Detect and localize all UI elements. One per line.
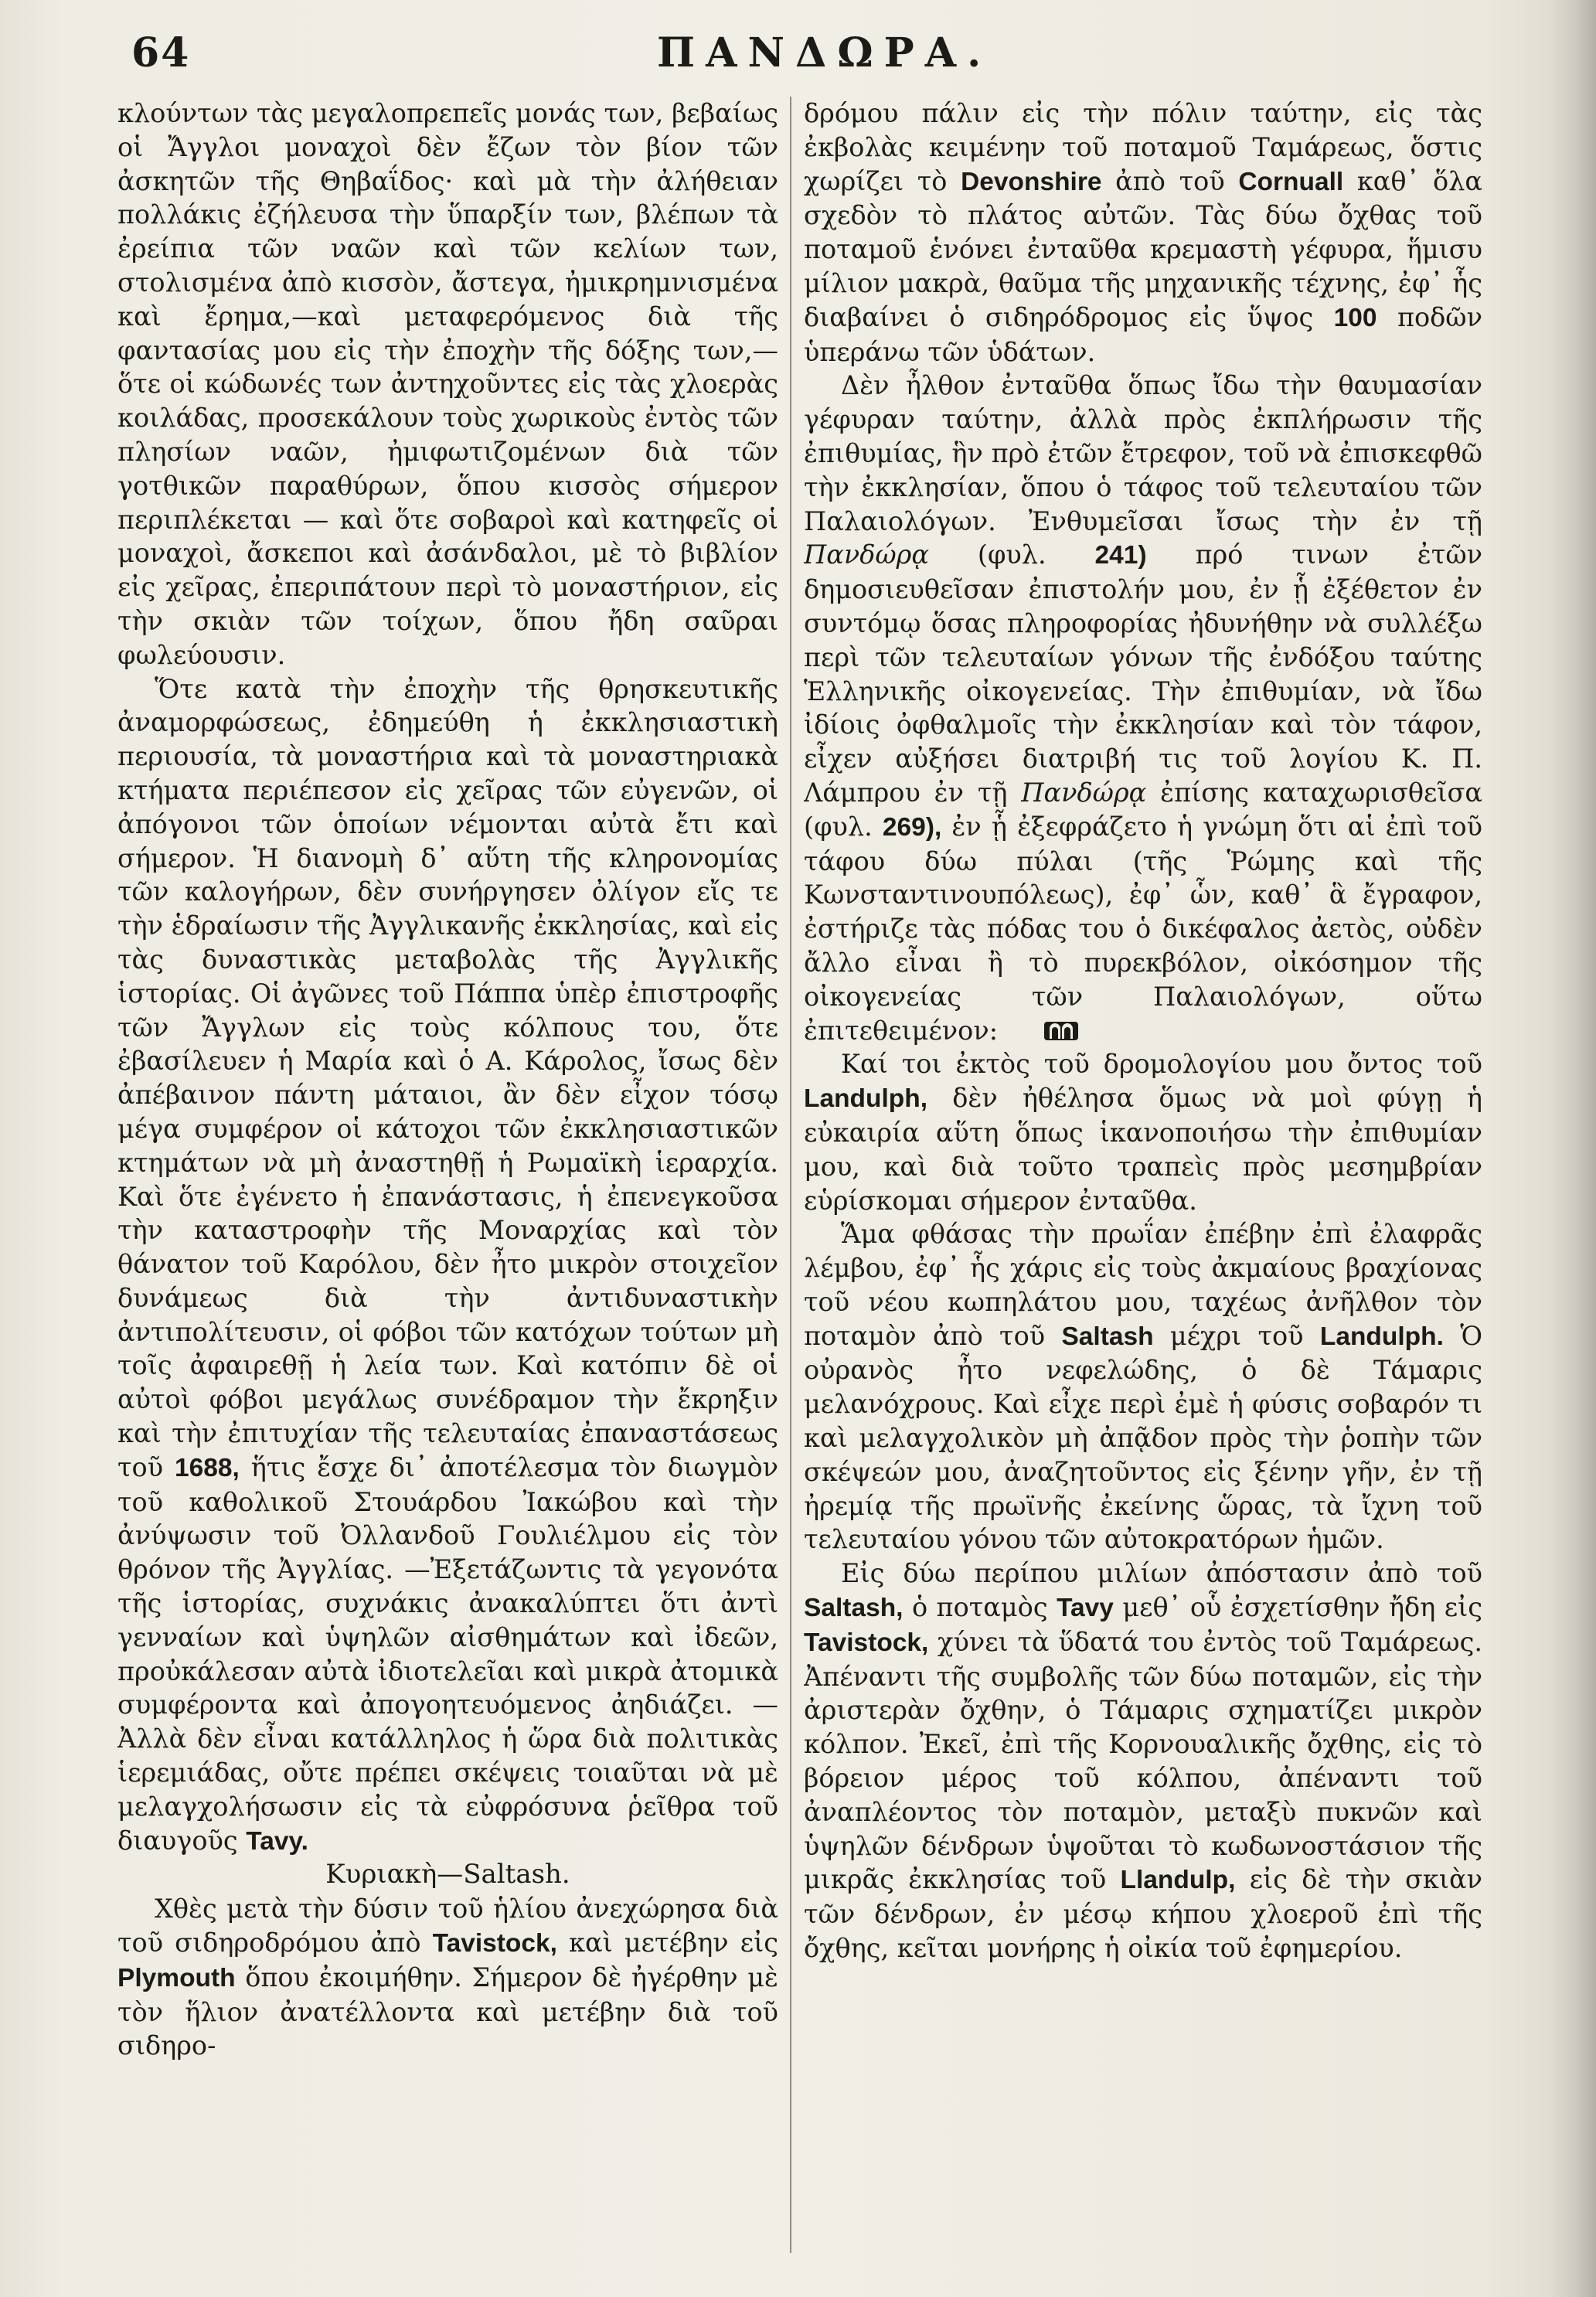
tavistock-name-2: Tavistock, xyxy=(804,1628,929,1657)
right-paragraph-4-text-c: Ὁ οὐρανὸς ἦτο νεφελώδης, ὁ δὲ Τάμαρις μελανόχρους. Καὶ εἶχε περὶ ἐμὲ ἡ φύσις σοβαρόν τι καὶ μελαγχολικὸν μὴ ἀπᾷδον πρὸς τὴν ῥοπὴν τῶν σκέψεών μου, ἀναζητοῦντος εἰς ξένην γῆν, ἐν τῇ ἠρεμίᾳ τῆς πρωϊνῆς ἐκείνης ὥρας, τὰ ἴχνη τοῦ τελευταίου γόνου τῶν αὐτοκρατόρων ἡμῶν. xyxy=(804,1320,1482,1555)
tavy-name: Tavy. xyxy=(246,1826,308,1856)
right-paragraph-2-text-d: ἐπίσης καταχωρισθεῖσα (φυλ. xyxy=(804,777,1482,842)
right-paragraph-4-text-a: Ἅμα φθάσας τὴν πρωΐαν ἐπέβην ἐπὶ ἐλαφρᾶς λέμβου, ἐφ᾽ ἧς χάρις εἰς τοὺς ἀκμαίους βραχίονας τοῦ νέου κωπηλάτου μου, ταχέως ἀνῆλθον τὸν ποταμὸν ἀπὸ τοῦ xyxy=(804,1219,1482,1351)
right-paragraph-2-text-e: ἐν ᾗ ἐξεφράζετο ἡ γνώμη ὅτι αἱ ἐπὶ τοῦ τάφου δύω πύλαι (τῆς Ῥώμης καὶ τῆς Κωνσταντινουπόλεως), ἐφ᾽ ὧν, καθ᾽ ἃ ἔγραφον, ἐστήριζε τὰς πόδας του ὁ δικέφαλος ἀετὸς, οὐδὲν ἄλλο εἶναι ἢ τὸ πυρεκβόλον, οἰκόσημον τῆς οἰκογενείας τῶν Παλαιολόγων, οὕτω ἐπιτεθειμένον: xyxy=(804,811,1482,1046)
landulph-name-2: Landulph. xyxy=(1319,1322,1444,1351)
right-paragraph-5-text-d: χύνει τὰ ὕδατά του ἐντὸς τοῦ Ταμάρεως. Ἀπέναντι τῆς συμβολῆς τῶν δύω ποταμῶν, εἰς τὴν ἀριστερὰν ὄχθην, ὁ Τάμαρις σχηματίζει μικρὸν κόλπον. Ἐκεῖ, ἐπὶ τῆς Κορνουαλικῆς ὄχθης, εἰς τὸ βόρειον μέρος τοῦ κόλπου, ἀπέναντι τοῦ ἀναπλέοντος τὸν ποταμὸν, μεταξὺ πυκνῶν καὶ ὑψηλῶν δένδρων ὑψοῦται τὸ κωδωνοστάσιον τῆς μικρᾶς ἐκκλησίας τοῦ xyxy=(804,1626,1482,1895)
right-column xyxy=(804,97,1482,2261)
running-title: ΠΑΝΔΩΡΑ. xyxy=(657,29,992,77)
saltash-name-1: Saltash xyxy=(1061,1322,1154,1351)
right-paragraph-1-text-c: καθ᾽ ὅλα σχεδὸν τὸ πλάτος αὐτῶν. Τὰς δύω ὄχθας τοῦ ποταμοῦ ἑνόνει ἐνταῦθα κρεμαστὴ γέφυρα, ἥμισυ μίλιον μακρὰ, θαῦμα τῆς μηχανικῆς τέχνης, ἐφ᾽ ἧς διαβαίνει ὁ σιδηρόδρομος εἰς ὕψος xyxy=(804,165,1482,332)
landulph-name-1: Landulph, xyxy=(804,1084,928,1114)
tavistock-name: Tavistock, xyxy=(432,1929,557,1958)
right-paragraph-2-text-a: Δὲν ἦλθον ἐνταῦθα ὅπως ἴδω τὴν θαυμασίαν γέφυραν ταύτην, ἀλλὰ πρὸς ἐκπλήρωσιν τῆς ἐπιθυμίας, ἣν πρὸ ἐτῶν ἔτρεφον, τοῦ νὰ ἐπισκεφθῶ τὴν ἐκκλησίαν, ὅπου ὁ τάφος τοῦ τελευταίου τῶν Παλαιολόγων. Ἐνθυμεῖσαι ἴσως τὴν ἐν τῇ xyxy=(804,370,1482,536)
right-paragraph-4 xyxy=(804,1217,1482,1557)
right-paragraph-1-text-a: δρόμου πάλιν εἰς τὴν πόλιν ταύτην, εἰς τὰς ἐκβολὰς κειμένην τοῦ ποταμοῦ Ταμάρεως, ὅστις χωρίζει τὸ xyxy=(804,98,1482,196)
saltash-name-2: Saltash, xyxy=(804,1594,903,1623)
right-paragraph-5 xyxy=(804,1557,1482,1965)
llandulp-name: Llandulp, xyxy=(1120,1866,1236,1895)
page-number: 64 xyxy=(131,29,191,77)
right-paragraph-3-text-a: Καί τοι ἐκτὸς τοῦ δρομολογίου μου ὄντος τοῦ xyxy=(841,1049,1482,1080)
right-paragraph-1-text-b: ἀπὸ τοῦ xyxy=(1115,165,1225,196)
left-paragraph-2-text-b: ἥτις ἔσχε δι᾽ ἀποτέλεσμα τὸν διωγμὸν τοῦ καθολικοῦ Στουάρδου Ἰακώβου καὶ τὴν ἀνύψωσιν τοῦ Ὀλλανδοῦ Γουλιέλμου εἰς τὸν θρόνον τῆς Ἀγγλίας. —Ἐξετάζωντις τὰ γεγονότα τῆς ἱστορίας, συχνάκις ἀνακαλύπτει ὅτι ἀντὶ γενναίων καὶ ὑψηλῶν αἰσθημάτων καὶ ἰδεῶν, προὐκάλεσαν αὐτὰ ἰδιοτελεῖαι καὶ μικρὰ ἀτομικὰ συμφέροντα καὶ ἀπογοητευόμενος ἀηδιάζει. —Ἀλλὰ δὲν εἶναι κατάλληλος ἡ ὥρα διὰ πολιτικὰς ἱερεμιάδας, οὔτε πρέπει σκέψεις τοιαῦται νὰ μὲ μελαγχολήσωσιν εἰς τὰ εὐφρόσυνα ῥεῖθρα τοῦ διαυγοῦς xyxy=(117,1451,778,1856)
right-paragraph-5-text-a: Εἰς δύω περίπου μιλίων ἀπόστασιν ἀπὸ τοῦ xyxy=(841,1558,1482,1589)
right-paragraph-3 xyxy=(804,1047,1482,1217)
cornuall-name: Cornuall xyxy=(1238,167,1344,196)
left-paragraph-2-text-a: Ὅτε κατὰ τὴν ἐποχὴν τῆς θρησκευτικῆς ἀναμορφώσεως, ἐδημεύθη ἡ ἐκκλησιαστικὴ περιουσία, τὰ μοναστήρια καὶ τὰ μοναστηριακὰ κτήματα περιέπεσον εἰς χεῖρας τῶν εὐγενῶν, οἱ ἀπόγονοι τῶν ὁποίων νέμονται αὐτὰ ἔτι καὶ σήμερον. Ἡ διανομὴ δ᾽ αὕτη τῆς κληρονομίας τῶν καλογήρων, δὲν συνήργησεν ὀλίγον εἴς τε τὴν ἑδραίωσιν τῆς Ἀγγλικανῆς ἐκκλησίας, καὶ εἰς τὰς δυναστικὰς μεταβολὰς τῆς Ἀγγλικῆς ἱστορίας. Οἱ ἀγῶνες τοῦ Πάππα ὑπὲρ ἐπιστροφῆς τῶν Ἄγγλων εἰς τοὺς κόλπους του, ὅτε ἐβασίλευεν ἡ Μαρία καὶ ὁ Α. Κάρολος, ἴσως δὲν ἀπέβαινον πάντη μάταιοι, ἂν δὲν εἶχον τόσῳ μέγα συμφέρον οἱ κάτοχοι τῶν ἐκκλησιαστικῶν κτημάτων νὰ μὴ ἀναστηθῇ ἡ Ρωμαϊκὴ ἱεραρχία. Καὶ ὅτε ἐγένετο ἡ ἐπανάστασις, ἡ ἐπενεγκοῦσα τὴν καταστροφὴν τῆς Μοναρχίας καὶ τὸν θάνατον τοῦ Καρόλου, δὲν ἦτο μικρὸν στοιχεῖον δυνάμεως διὰ τὴν ἀντιδυναστικὴν ἀντιπολίτευσιν, οἱ φόβοι τῶν κατόχων τούτων μὴ τοῖς ἀφαιρεθῇ ἡ λεία των. Καὶ κατόπιν δὲ οἱ αὐτοὶ φόβοι μεγάλως συνέδραμον τὴν ἔκρηξιν καὶ τὴν ἐπιτυχίαν τῆς τελευταίας ἐπαναστάσεως τοῦ xyxy=(117,673,778,1482)
column-divider xyxy=(790,97,791,2253)
plymouth-name: Plymouth xyxy=(117,1963,236,1992)
section-subheading: Κυριακὴ—Saltash. xyxy=(325,1859,570,1890)
sheet-number-241: 241) xyxy=(1094,541,1147,570)
left-paragraph-3-text-b: καὶ μετέβην εἰς xyxy=(569,1928,778,1958)
right-paragraph-5-text-b: ὁ ποταμὸς xyxy=(911,1592,1048,1623)
coat-of-arms-icon xyxy=(1006,1019,1079,1046)
tavy-name-2: Tavy xyxy=(1057,1594,1114,1623)
year-1688: 1688, xyxy=(175,1453,240,1482)
right-paragraph-5-text-c: μεθ᾽ οὗ ἐσχετίσθην ἤδη εἰς xyxy=(1122,1592,1482,1623)
page-edge-shadow xyxy=(1550,0,1596,2297)
right-paragraph-1-text-d: ποδῶν ὑπεράνω τῶν ὑδάτων. xyxy=(804,301,1482,367)
left-paragraph-1: κλούντων τὰς μεγαλοπρεπεῖς μονάς των, βεβαίως οἱ Ἄγγλοι μοναχοὶ δὲν ἔζων τὸν βίον τῶν ἀσκητῶν τῆς Θηβαΐδος· καὶ μὰ τὴν ἀλήθειαν πολλάκις ἐζήλευσα τὴν ὕπαρξίν των, βλέπων τὰ ἐρείπια τῶν ναῶν καὶ τῶν κελίων των, στολισμένα ἀπὸ κισσὸν, ἄστεγα, ἠμικρημνισμένα καὶ ἔρημα,—καὶ μεταφερόμενος διὰ τῆς φαντασίας μου εἰς τὴν ἐποχὴν τῆς δόξης των,—ὅτε οἱ κώδωνές των ἀντηχοῦντες εἰς τὰς χλοερὰς κοιλάδας, προσεκάλουν τοὺς χωρικοὺς ἐντὸς τῶν πλησίων ναῶν, ἠμιφωτιζομένων διὰ τῶν γοτθικῶν παραθύρων, ὅπου κισσὸς σήμερον περιπλέκεται — καὶ ὅτε σοβαροὶ καὶ κατηφεῖς οἱ μοναχοὶ, ἄσκεποι καὶ ἀσάνδαλοι, μὲ τὸ βιβλίον εἰς χεῖρας, ἐπεριπάτουν περὶ τὸ μοναστήριον, εἰς τὴν σκιὰν τῶν τοίχων, ὅπου ἤδη σαῦραι φωλεύουσιν. xyxy=(117,98,778,670)
right-paragraph-4-text-b: μέχρι τοῦ xyxy=(1169,1320,1304,1351)
left-paragraph-3 xyxy=(117,1892,778,2063)
left-paragraph-3-text-a: Χθὲς μετὰ τὴν δύσιν τοῦ ἡλίου ἀνεχώρησα διὰ τοῦ σιδηροδρόμου ἀπὸ xyxy=(117,1894,778,1958)
right-paragraph-2 xyxy=(804,369,1482,1047)
pandora-title-2: Πανδώρᾳ xyxy=(1021,777,1147,808)
height-value: 100 xyxy=(1333,303,1377,332)
right-paragraph-1 xyxy=(804,97,1482,369)
devonshire-name: Devonshire xyxy=(961,167,1102,196)
left-paragraph-2 xyxy=(117,672,778,1859)
right-paragraph-3-text-b: δὲν ἠθέλησα ὅμως νὰ μοὶ φύγῃ ἡ εὐκαιρία αὕτη ὅπως ἱκανοποιήσω τὴν ἐπιθυμίαν μου, καὶ διὰ τοῦτο τραπεὶς πρὸς μεσημβρίαν εὑρίσκομαι σήμερον ἐνταῦθα. xyxy=(804,1083,1482,1216)
right-paragraph-2-text-c: πρό τινων ἐτῶν δημοσιευθεῖσαν ἐπιστολήν μου, ἐν ᾗ ἐξέθετον ἐν συντόμῳ ὅσας πληροφορίας ἠδυνήθην νὰ συλλέξω περὶ τῶν τελευταίων γόνων τῆς ἐνδόξου ταύτης Ἑλληνικῆς οἰκογενείας. Τὴν ἐπιθυμίαν, νὰ ἴδω ἰδίοις ὀφθαλμοῖς τὴν ἐκκλησίαν καὶ τὸν τάφον, εἶχεν αὐξήσει διατριβή τις τοῦ λογίου Κ. Π. Λάμπρου ἐν τῇ xyxy=(804,539,1482,808)
pandora-title-1: Πανδώρᾳ xyxy=(804,539,930,570)
right-paragraph-2-text-b: (φυλ. xyxy=(977,539,1046,570)
left-column xyxy=(117,97,778,2261)
sheet-number-269: 269), xyxy=(882,812,942,842)
left-paragraph-3-text-c: ὅπου ἐκοιμήθην. Σήμερον δὲ ἠγέρθην μὲ τὸν ἥλιον ἀνατέλλοντα καὶ μετέβην διὰ τοῦ σιδηρο- xyxy=(117,1962,778,2061)
right-paragraph-5-text-e: εἰς δὲ τὴν σκιὰν τῶν δένδρων, ἐν μέσῳ κήπου χλοεροῦ ἐπὶ τῆς ὄχθης, κεῖται μονήρης ἡ οἰκία τοῦ ἐφημερίου. xyxy=(804,1864,1482,1964)
page-header xyxy=(124,29,1476,91)
